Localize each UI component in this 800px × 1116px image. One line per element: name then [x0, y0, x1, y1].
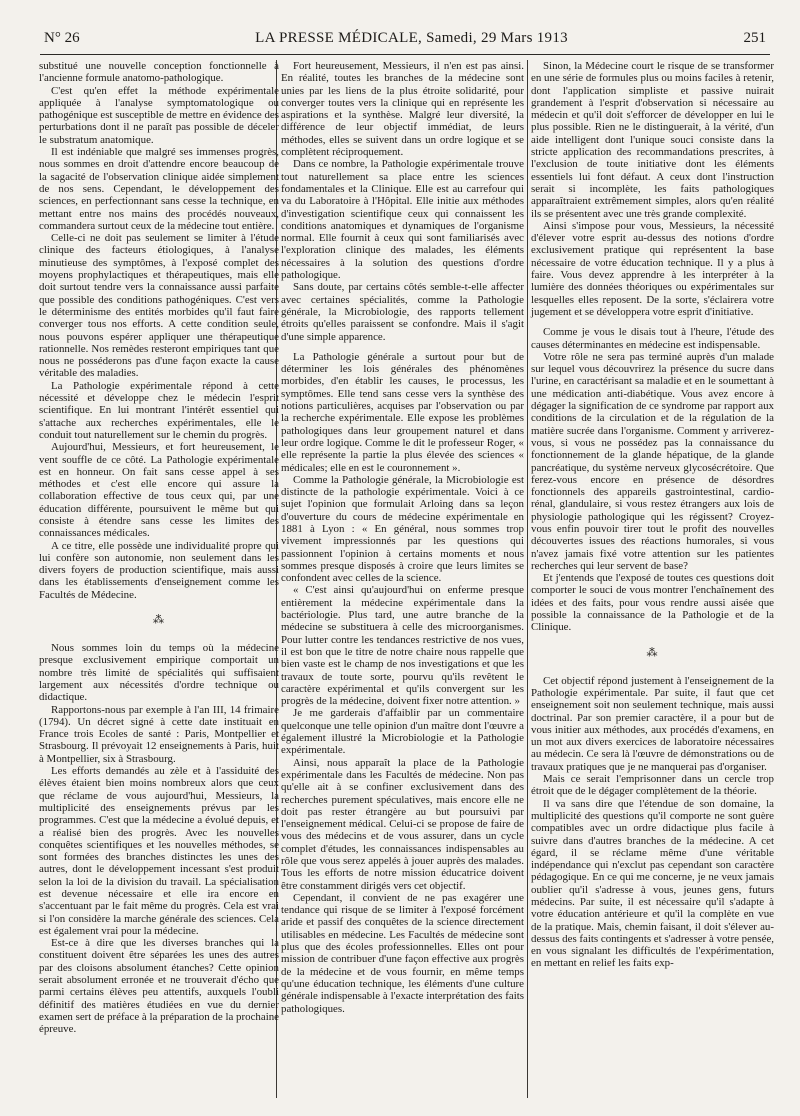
paragraph: C'est qu'en effet la méthode expérimentale appliquée à l'analyse symptomatologique ou pathogénique est susceptible de mettre en évidence des perturbations dont il ne paraît pas possible de déceler le substratum anatomique. — [39, 84, 279, 146]
header-rule — [40, 54, 770, 55]
paragraph: Rapportons-nous par exemple à l'an III, 14 frimaire (1794). Un décret signé à cette date instituait en France trois Ecoles de santé : Paris, Montpellier et Strasbourg. Il prévoyait 12 enseignements à Paris, huit à Montpellier, six à Strasbourg. — [39, 703, 279, 765]
column-divider-2 — [527, 60, 528, 1098]
paragraph: Est-ce à dire que les diverses branches qui la constituent doivent être séparées les unes des autres par des cloisons absolument étanches? Cette opinion serait absolument erronée et ne trouverait d'écho que parmi certains élèves peu attentifs, auxquels l'oubli définitif des matières étudiées en vue du dernier examen sert de préface à la préparation de la prochaine épreuve. — [39, 937, 279, 1036]
issue-number: N° 26 — [44, 30, 80, 46]
paragraph: Cet objectif répond justement à l'enseignement de la Pathologie expérimentale. Par suite, il faut que cet enseignement soit non seulement technique, mais aussi doctrinal. Par son premier caractère, il a pour but de vous initier aux méthodes, aux procédés d'examens, en un mot aux divers exercices de laboratoire nécessaires au médecin. Ce sera là l'œuvre de démonstrations ou de travaux pratiques que je ne manquerai pas d'organiser. — [531, 674, 774, 773]
paragraph: Ainsi, nous apparaît la place de la Pathologie expérimentale dans les Facultés de médecine. Non pas qu'elle ait à se confiner exclusivement dans des recherches purement spéculatives, mais encore elle ne doit pas rester étrangère au but poursuivi par l'enseignement médical. Celui-ci se propose de faire de vous des médecins et de vous assurer, dans un cycle complet d'études, les connaissances indispensables au rôle que vous serez appelés à jouer auprès des malades. Tous les efforts de notre mission éducatrice doivent être constamment dirigés vers cet objectif. — [281, 756, 524, 892]
paragraph: Celle-ci ne doit pas seulement se limiter à l'étude clinique des facteurs étiologiques, à l'analyse minutieuse des symptômes, à l'exposé complet des moyens prophylactiques et thérapeutiques, mais elle doit surtout tendre vers la connaissance aussi parfaite que possible des conditions pathogéniques. C'est vers le déterminisme des entités morbides qu'il faut faire converger tous nos efforts. A cette condition seule, nous pouvons espérer appliquer une thérapeutique rationnelle. Nos remèdes resteront empiriques tant que nous ne posséderons pas d'une façon exacte la cause véritable des maladies. — [39, 232, 279, 380]
section-separator: ⁂ — [153, 614, 165, 627]
spacer — [531, 318, 774, 326]
paragraph: substitué une nouvelle conception fonctionnelle à l'ancienne formule anatomo-pathologique. — [39, 60, 279, 85]
paragraph: Il va sans dire que l'étendue de son domaine, la multiplicité des questions qu'il comporte ne sont guère compatibles avec un ordre didactique plus facile à suivre dans d'autres branches de la médecine. A cet égard, il se réclame même d'une véritable indépendance qui n'exclut pas cependant son caractère pédagogique. En ce qui me concerne, je ne veux jamais oublier qu'il s'adresse à vous, jeunes gens, futurs médecins. Par suite, il est nécessaire qu'il s'adapte à votre éducation antérieure et qu'il la complète en vue de la pratique. Mais, chemin faisant, il doit s'élever au-dessus des faits contingents et s'adresser à votre pensée, en vous signalant les difficultés de l'expérimentation, en mettant en relief les faits exp- — [531, 797, 774, 970]
section-separator: ⁂ — [646, 646, 659, 659]
paragraph: Aujourd'hui, Messieurs, et fort heureusement, le vent souffle de ce côté. La Pathologie expérimentale est en honneur. On fait sans cesse appel à ses méthodes et c'est elle encore qui assure la collaboration effective de tous ceux qui, par une éducation différente, poursuivent le même but qui consiste à étendre sans cesse les limites des connaissances médicales. — [39, 441, 279, 540]
paragraph: Il est indéniable que malgré ses immenses progrès, nous sommes en droit d'attendre encore beaucoup de la sagacité de l'observation clinique aidée simplement de nos sens. Cependant, le développement des sciences, en perfectionnant sans cesse la technique, en mettant entre nos mains des procédés nouveaux, commandera surtout ceux de la médecine tout entière. — [39, 146, 279, 232]
journal-title: LA PRESSE MÉDICALE, Samedi, 29 Mars 1913 — [255, 30, 568, 46]
paragraph: Votre rôle ne sera pas terminé auprès d'un malade sur lequel vous découvrirez la présence du sucre dans l'urine, en caractérisant sa maladie et en le soumettant à une médication anti-diabétique. Vous avez encore à dégager la signification de ce syndrome par rapport aux conditions de la circulation et de la régulation de la matière sucrée dans l'organisme. Comment y arriverez-vous, si vous ne possédez pas la connaissance du fonctionnement de la glande hépatique, de la glande pancréatique, du système nerveux glycosécrétoire. Que ferez-vous encore en présence de désordres fonctionnels des appareils gastrointestinal, cardio-rénal, glandulaire, si vous restez étrangers aux lois de physiologie pathologique qui les régissent? Croyez-vous enfin pouvoir tirer tout le profit des nouvelles découvertes issues des réactions humorales, si vous n'avez jamais fixé votre attention sur les patientes recherches qui leur servent de base? — [531, 350, 774, 572]
paragraph: Nous sommes loin du temps où la médecine presque exclusivement empirique comportait un nombre très limité de spécialités qui suffisaient largement aux nécessités d'ordre technique ou didactique. — [39, 642, 279, 704]
paragraph: Comme je vous le disais tout à l'heure, l'étude des causes déterminantes en médecine est indispensable. — [531, 326, 774, 351]
paragraph: Comme la Pathologie générale, la Microbiologie est distincte de la pathologie expérimentale. Voici à ce sujet l'opinion que formulait Arloing dans sa leçon d'ouverture du cours de médecine expérimentale en 1881 à Lyon : « En général, nous sommes trop vivement impressionnés par les questions qui passionnent l'opinion à certains moments et nous sommes presque disposés à croire que leurs limites se confondent avec celles de la science. — [281, 473, 524, 585]
paragraph: Ainsi s'impose pour vous, Messieurs, la nécessité d'élever votre esprit au-dessus des notions d'ordre exclusivement pratique qui représentent la base nécessaire de votre éducation technique. Il y a plus à faire. Vous devez apprendre à les interpréter à la lumière des données théoriques ou expérimentales sur lesquelles elles reposent. De la sorte, s'éclairera votre jugement et se développera votre esprit d'initiative. — [531, 219, 774, 318]
paragraph: « C'est ainsi qu'aujourd'hui on enferme presque entièrement la médecine expérimentale dans la bactériologie. Plus tard, une autre branche de la médecine se substituera à celle des microorganismes. Pour lutter contre les tendances restrictive de nos vues, il est bon que le titre de notre chaire nous rappelle que bien vaste est le champ de nos investigations et que les travaux de toute sorte, pourvu qu'ils revêtent le caractère expérimental et qu'ils convergent sur les progrès de la médecine, doivent fixer notre attention. » — [281, 584, 524, 708]
paragraph: Les efforts demandés au zèle et à l'assiduité des élèves étaient bien moins nombreux alors que ceux que réclame de vous aujourd'hui, Messieurs, la multiplicité des enseignements prévus par les programmes. C'est que la médecine a évolué depuis, et a réalisé bien des progrès. Avec les nouvelles conquêtes scientifiques et les nouvelles méthodes, se sont formées des branches distinctes les unes des autres, dont le développement incessant s'est produit selon la loi de la division du travail. La spécialisation est devenue nécessaire et elle ira encore en s'accentuant par le fait même du progrès. Cela est vrai si l'on considère la marche générale des sciences. Cela est également vrai pour la médecine. — [39, 765, 279, 937]
paragraph: A ce titre, elle possède une individualité propre qui lui confère son autonomie, non seulement dans les divers foyers de production scientifique, mais aussi dans les établissements d'enseignement comme les Facultés de Médecine. — [39, 539, 279, 601]
paragraph: Et j'entends que l'exposé de toutes ces questions doit comporter le souci de vous montrer l'enchaînement des idées et des faits, pour vous rendre aussi aisée que possible la connaissance de la Pathologie et de la Clinique. — [531, 572, 774, 634]
paragraph: La Pathologie expérimentale répond à cette nécessité et développe chez le médecin l'esprit scientifique. En lui montrant l'intérêt essentiel qui s'attache aux recherches expérimentales, elle le conduit tout naturellement sur le chemin du progrès. — [39, 379, 279, 441]
column-3 — [531, 60, 774, 970]
paragraph: Mais ce serait l'emprisonner dans un cercle trop étroit que de le dégager complètement de la théorie. — [531, 773, 774, 798]
page-number: 251 — [743, 30, 766, 46]
paragraph: Fort heureusement, Messieurs, il n'en est pas ainsi. En réalité, toutes les branches de la médecine sont unies par les liens de la plus étroite solidarité, pour converger toutes vers la clinique qui en représente les aspirations et la synthèse. Malgré leur diversité, la différence de leur objectif immédiat, de leurs méthodes, elles se suivent dans un ordre logique et se complètent réciproquement. — [281, 60, 524, 159]
column-1 — [39, 60, 279, 1036]
column-2 — [281, 60, 524, 1015]
paragraph: Dans ce nombre, la Pathologie expérimentale trouve tout naturellement sa place entre les sciences fondamentales et la Clinique. Elle est au carrefour qui va du Laboratoire à l'Hôpital. Elle initie aux méthodes d'investigation scientifique ceux qui connaissent les conditions anatomiques et dynamiques de l'organisme normal. Elle fournit à ceux qui sont familiarisés avec l'exploration clinique des malades, les éléments nécessaires à la solution des questions d'ordre pathologique. — [281, 158, 524, 282]
paragraph: Sinon, la Médecine court le risque de se transformer en une série de formules plus ou moins faciles à retenir, dont l'application simpliste et passive nuirait grandement à l'esprit d'observation si nécessaire au médecin et qu'il doit s'efforcer de développer en lui le plus possible. Rien ne le distinguerait, à la vérité, d'un aide intelligent dont l'unique souci consiste dans la stricte application des recommandations prescrites, à l'exclusion de toute initiative dont les éléments essentiels lui font défaut. A ceux dont l'instruction serait si incomplète, les faits pathologiques apparaîtraient extrêmement simples, alors qu'en réalité ils se présentent avec une très grande complexité. — [531, 60, 774, 220]
paragraph: Je me garderais d'affaiblir par un commentaire quelconque une telle opinion d'un maître dont l'œuvre a également illustré la Microbiologie et la Pathologie expérimentale. — [281, 707, 524, 757]
spacer — [281, 343, 524, 351]
paragraph: Sans doute, par certains côtés semble-t-elle affecter avec certaines spécialités, comme la Pathologie générale, la Microbiologie, des rapports tellement étroits qu'elles paraissent se confondre. Mais il s'agit d'une simple apparence. — [281, 281, 524, 343]
paragraph: La Pathologie générale a surtout pour but de déterminer les lois générales des phénomènes morbides, d'en établir les causes, le processus, les symptômes. Elle tend sans cesse vers la synthèse des notions particulières, acquises par l'observation ou par la recherche expérimentale. Elle expose les problèmes pathologiques dans leur groupement naturel et dans leur ordre logique. Comme le dit le professeur Roger, « elle représente la partie la plus élevée des sciences « médicales; elle en est le couronnement ». — [281, 350, 524, 474]
paragraph: Cependant, il convient de ne pas exagérer une tendance qui risque de se limiter à l'exposé forcément aride et passif des conquêtes de la science directement utilisables en médecine. Les Facultés de médecine sont plus que des écoles professionnelles. Elles ont pour mission de contribuer d'une façon effective aux progrès de la médecine et de vous fournir, en même temps qu'une éducation technique, les éléments d'une culture générale indispensable à l'exacte interprétation des faits pathologiques. — [281, 891, 524, 1015]
page-header — [44, 30, 766, 52]
